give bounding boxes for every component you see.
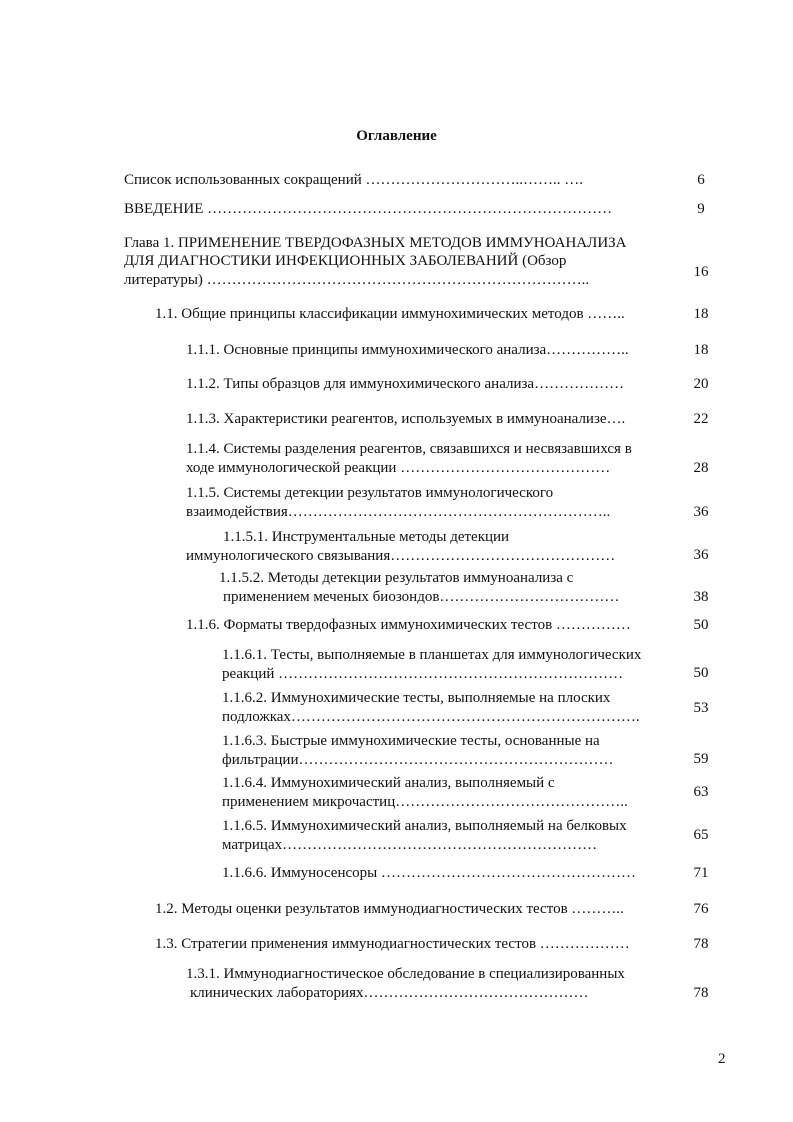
toc-page-number: 53 — [693, 700, 709, 716]
toc-entry-text: 1.1.5.1. Инструментальные методы детекции — [223, 529, 510, 545]
toc-entry-text: 1.2. Методы оценки результатов иммунодиагностических тестов ……….. — [155, 901, 624, 917]
page-number-footer: 2 — [718, 1051, 726, 1067]
toc-entry-1-1-1[interactable] — [186, 342, 676, 359]
toc-entry-text: Глава 1. ПРИМЕНЕНИЕ ТВЕРДОФАЗНЫХ МЕТОДОВ ИММУНОАНАЛИЗА — [124, 235, 627, 251]
toc-page-number: 20 — [693, 376, 709, 392]
toc-entry-text: 1.3.1. Иммунодиагностическое обследование в специализированных — [186, 966, 625, 982]
toc-entry-text: 1.1.4. Системы разделения реагентов, связавшихся и несвязавшихся в — [186, 441, 632, 457]
toc-entry-text: 1.1.5.2. Методы детекции результатов иммуноанализа с — [219, 570, 574, 586]
toc-entry-1-1[interactable] — [155, 306, 680, 323]
toc-page-number: 16 — [693, 264, 709, 280]
toc-entry-1-1-6[interactable] — [186, 617, 674, 634]
toc-entry-text: 1.1.6. Форматы твердофазных иммунохимических тестов …………… — [186, 617, 631, 633]
toc-entry-1-1-6-1[interactable] — [222, 647, 678, 683]
toc-entry-1-1-3[interactable] — [186, 411, 676, 428]
toc-page-number: 38 — [693, 589, 709, 605]
toc-entry-text: ДЛЯ ДИАГНОСТИКИ ИНФЕКЦИОННЫХ ЗАБОЛЕВАНИЙ (Обзор — [124, 253, 567, 269]
toc-entry-text: ВВЕДЕНИЕ ……………………………………………………………………… — [124, 201, 613, 217]
toc-page-number: 18 — [693, 306, 709, 322]
toc-entry-text: 1.1.1. Основные принципы иммунохимического анализа…………….. — [186, 342, 629, 358]
toc-page-number: 78 — [693, 936, 709, 952]
toc-entry-1-1-4[interactable] — [186, 441, 678, 477]
toc-page-number: 50 — [693, 617, 709, 633]
toc-entry-text: 1.1.3. Характеристики реагентов, используемых в иммуноанализе…. — [186, 411, 626, 427]
toc-entry-text: 1.1.2. Типы образцов для иммунохимического анализа……………… — [186, 376, 625, 392]
toc-entry-text: литературы) ………………………………………………………………….. — [124, 272, 590, 288]
toc-page-number: 18 — [693, 342, 709, 358]
toc-page-number: 78 — [693, 985, 709, 1001]
toc-page-number: 36 — [693, 547, 709, 563]
toc-entry-1-1-6-2[interactable] — [222, 690, 678, 726]
toc-page-number: 65 — [693, 827, 709, 843]
toc-entry-text: применением микрочастиц……………………………………….. — [222, 794, 628, 810]
toc-entry-text: 1.1.5. Системы детекции результатов иммунологического — [186, 485, 554, 501]
toc-entry-text: ходе иммунологической реакции …………………………………… — [186, 460, 611, 476]
toc-entry-1-1-5-1[interactable] — [186, 529, 676, 565]
toc-entry-1-1-5-2[interactable] — [219, 570, 676, 606]
toc-entry-1-1-6-4[interactable] — [222, 775, 678, 811]
toc-entry-text: 1.1.6.1. Тесты, выполняемые в планшетах для иммунологических — [222, 647, 642, 663]
toc-entry-text: 1.1. Общие принципы классификации иммунохимических методов …….. — [155, 306, 625, 322]
toc-entry-text: 1.1.6.2. Иммунохимические тесты, выполняемые на плоских — [222, 690, 611, 706]
toc-entry-1-1-6-6[interactable] — [222, 865, 676, 882]
toc-page-number: 36 — [693, 504, 709, 520]
toc-entry-text: применением меченых биозондов……………………………… — [223, 589, 620, 605]
toc-page-number: 9 — [697, 201, 705, 217]
page-title: Оглавление — [356, 128, 437, 144]
toc-entry-1-1-6-5[interactable] — [222, 818, 678, 854]
toc-entry-1-1-2[interactable] — [186, 376, 674, 393]
toc-entry-1-1-6-3[interactable] — [222, 733, 676, 769]
toc-entry-text: взаимодействия……………………………………………………….. — [186, 504, 611, 520]
toc-page-number: 22 — [693, 411, 709, 427]
toc-entry-text: 1.1.6.5. Иммунохимический анализ, выполняемый на белковых — [222, 818, 627, 834]
toc-entry-text: Список использованных сокращений …………………………..…….. …. — [124, 172, 584, 188]
toc-page-number: 63 — [693, 784, 709, 800]
toc-entry-text: матрицах……………………………………………………… — [222, 837, 598, 853]
toc-page-number: 28 — [693, 460, 709, 476]
toc-page-number: 50 — [693, 665, 709, 681]
toc-entry-text: клинических лабораториях……………………………………… — [190, 985, 589, 1001]
toc-page-number: 71 — [693, 865, 709, 881]
toc-entry-text: фильтрации……………………………………………………… — [222, 752, 614, 768]
toc-entry-text: 1.1.6.6. Иммуносенсоры …………………………………………… — [222, 865, 636, 881]
toc-entry-abbreviations[interactable] — [124, 172, 682, 189]
toc-entry-1-1-5[interactable] — [186, 485, 676, 521]
toc-entry-introduction[interactable] — [124, 201, 677, 218]
toc-entry-text: 1.3. Стратегии применения иммунодиагностических тестов ……………… — [155, 936, 630, 952]
toc-page-number: 59 — [693, 751, 709, 767]
toc-page-number: 76 — [693, 901, 709, 917]
toc-entry-1-3[interactable] — [155, 936, 676, 953]
toc-entry-text: реакций …………………………………………………………… — [222, 666, 624, 682]
toc-page-number: 6 — [697, 172, 705, 188]
toc-entry-text: 1.1.6.4. Иммунохимический анализ, выполняемый с — [222, 775, 555, 791]
toc-entry-text: 1.1.6.3. Быстрые иммунохимические тесты, основанные на — [222, 733, 600, 749]
toc-entry-text: иммунологического связывания……………………………………… — [186, 548, 616, 564]
toc-entry-1-2[interactable] — [155, 901, 675, 918]
toc-entry-1-3-1[interactable] — [186, 966, 674, 1002]
toc-entry-chapter-1[interactable] — [124, 235, 684, 289]
toc-entry-text: подложках……………………………………………………………. — [222, 709, 640, 725]
